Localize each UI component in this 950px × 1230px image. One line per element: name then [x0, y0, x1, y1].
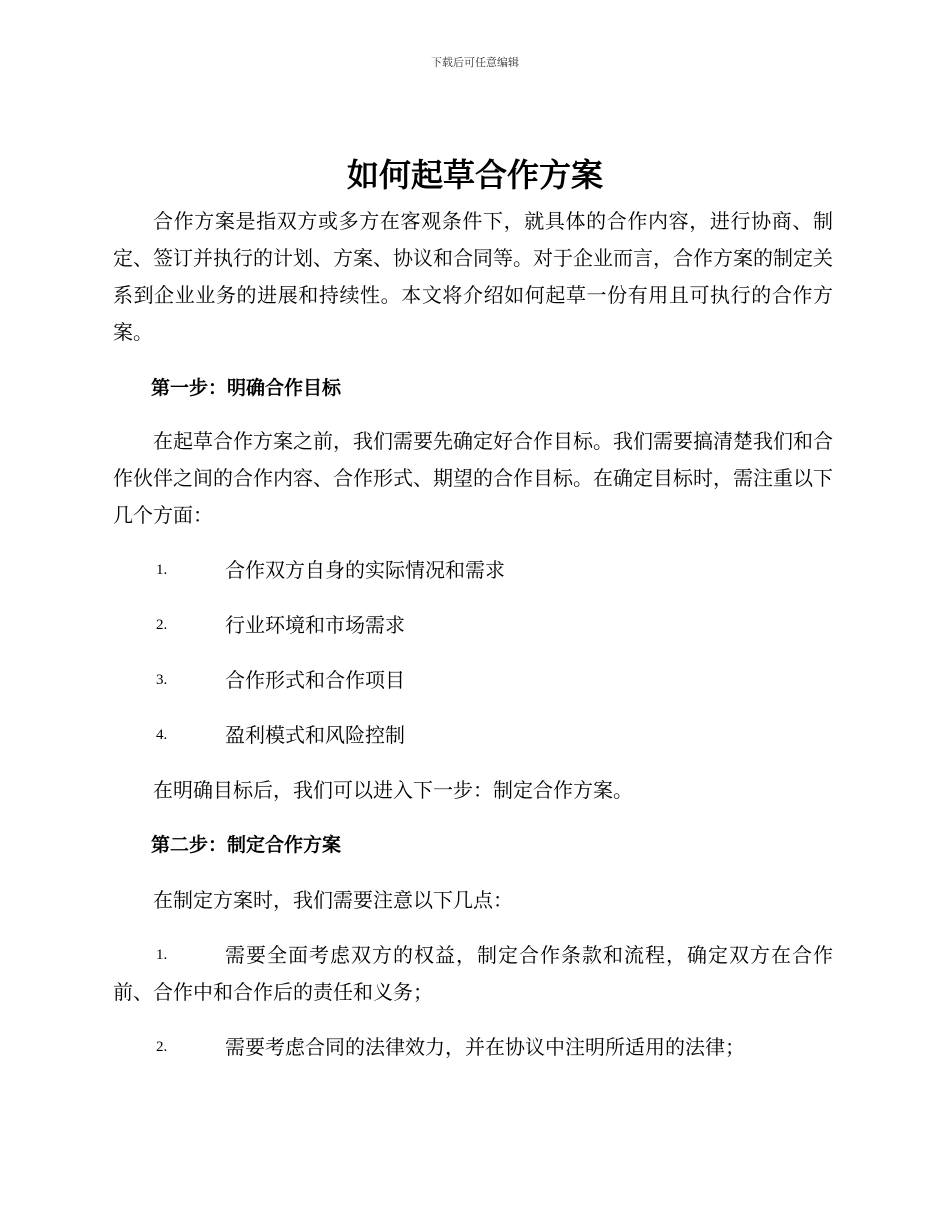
spacer [113, 534, 833, 552]
list-item [113, 1029, 833, 1066]
spacer [113, 809, 833, 827]
list-text: 盈利模式和风险控制 [225, 723, 405, 747]
spacer [113, 644, 833, 662]
list-item [113, 937, 833, 1011]
list-number: 2. [156, 1039, 168, 1055]
spacer [113, 1011, 833, 1029]
list-number: 1. [156, 562, 168, 578]
step1-heading: 第一步：明确合作目标 [151, 377, 342, 399]
list-item [113, 662, 833, 699]
spacer [113, 351, 833, 370]
list-text: 需要考虑合同的法律效力，并在协议中注明所适用的法律； [225, 1035, 745, 1059]
spacer [113, 754, 833, 772]
list-number: 3. [156, 672, 168, 688]
list-item [113, 552, 833, 589]
spacer [113, 864, 833, 882]
list-text: 合作形式和合作项目 [225, 668, 405, 692]
list-item [113, 717, 833, 754]
document-title: 如何起草合作方案 [346, 156, 603, 194]
step1-conclusion: 在明确目标后，我们可以进入下一步：制定合作方案。 [153, 778, 633, 802]
spacer [113, 407, 833, 423]
step1-paragraph: 在起草合作方案之前，我们需要先确定好合作目标。我们需要搞清楚我们和合作伙伴之间的合作内容、合作形式、期望的合作目标。在确定目标时，需注重以下几个方面： [113, 429, 833, 527]
list-text: 需要全面考虑双方的权益，制定合作条款和流程，确定双方在合作前、合作中和合作后的责任和义务； [113, 943, 833, 1004]
step2-heading: 第二步：制定合作方案 [151, 834, 342, 856]
step2-paragraph: 在制定方案时，我们需要注意以下几点： [153, 888, 513, 912]
list-number: 2. [156, 617, 168, 633]
list-number: 1. [156, 947, 168, 963]
spacer [113, 699, 833, 717]
list-item [113, 607, 833, 644]
list-text: 行业环境和市场需求 [225, 613, 405, 637]
page-header-note: 下载后可任意编辑 [431, 56, 519, 69]
document-body [113, 203, 833, 1066]
spacer [113, 589, 833, 607]
list-text: 合作双方自身的实际情况和需求 [225, 558, 505, 582]
list-number: 4. [156, 727, 168, 743]
intro-paragraph: 合作方案是指双方或多方在客观条件下，就具体的合作内容，进行协商、制定、签订并执行的计划、方案、协议和合同等。对于企业而言，合作方案的制定关系到企业业务的进展和持续性。本文将介绍如何起草一份有用且可执行的合作方案。 [113, 209, 833, 344]
spacer [113, 919, 833, 937]
